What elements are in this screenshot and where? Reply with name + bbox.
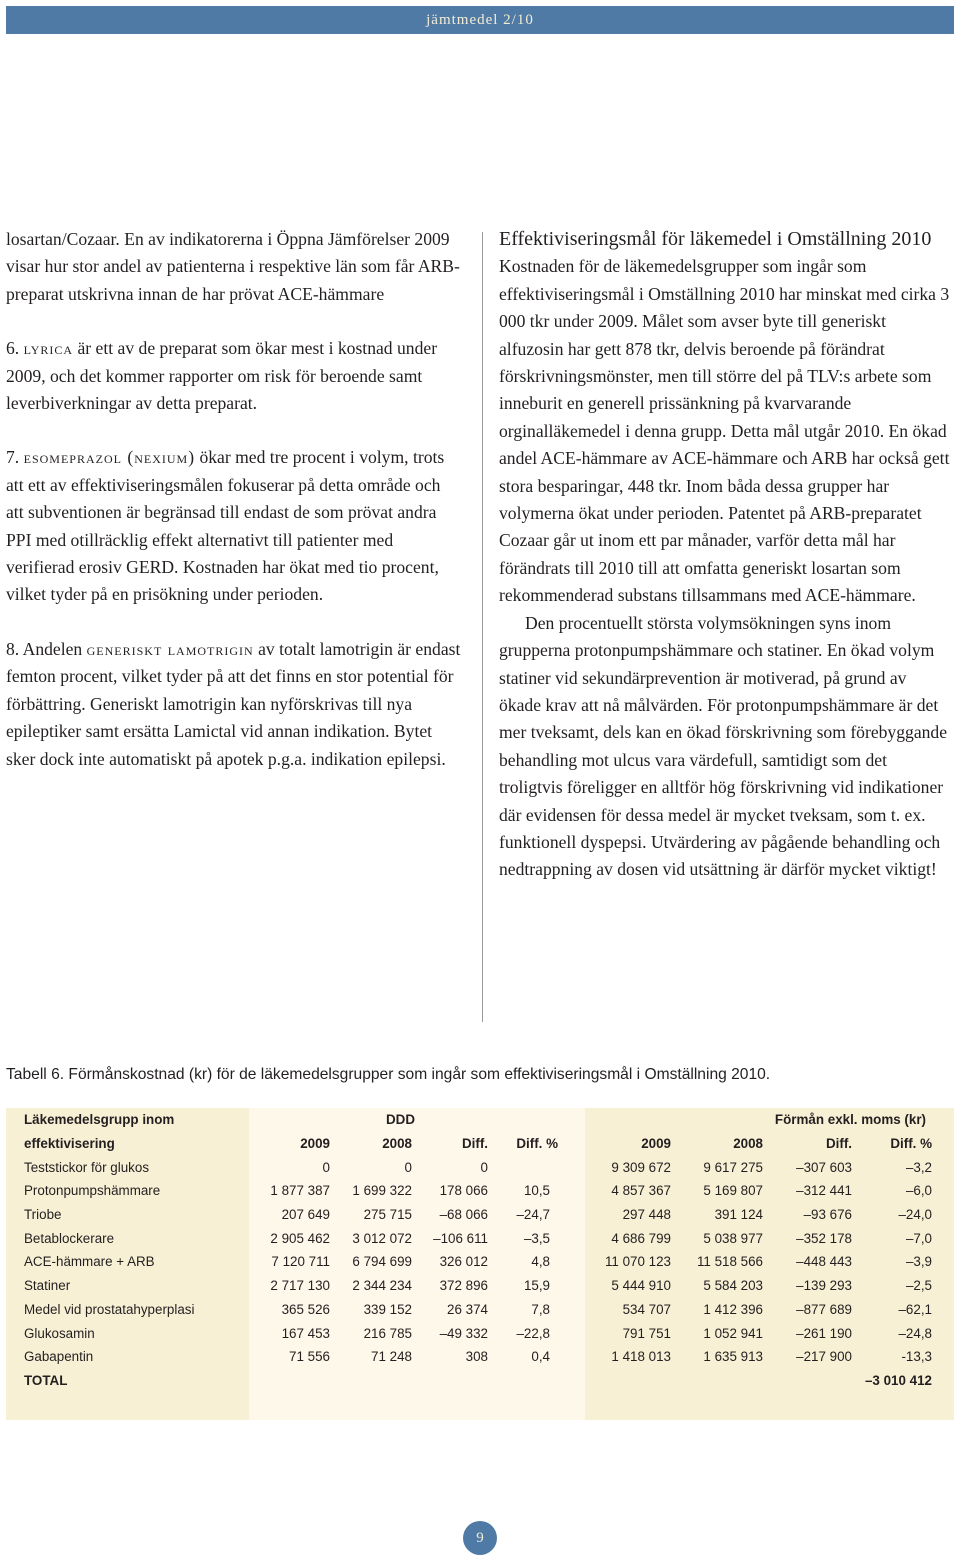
table-row [6, 1321, 954, 1345]
table-cell: 5 584 203 [703, 1278, 763, 1294]
paragraph-text: Andelen [19, 638, 87, 659]
table-cell: 0 [404, 1159, 412, 1175]
table-cell: 0 [322, 1159, 330, 1175]
section-heading: Effektiviseringsmål för läkemedel i Omställning 2010 [499, 228, 932, 250]
table-total-row [6, 1369, 954, 1393]
table-cell: 5 169 807 [703, 1183, 763, 1199]
right-column [499, 226, 951, 884]
table-cell: –68 066 [439, 1207, 488, 1223]
drug-name: esomeprazol (nexium) [23, 447, 196, 468]
col-header: Diff. % [516, 1136, 558, 1152]
table-cell: 207 649 [281, 1207, 330, 1223]
left-paragraph-1: losartan/Cozaar. En av indikatorerna i Öppna Jämförelser 2009 visar hur stor andel av patienterna i respektive län som får ARB-preparat utskrivna innan de har prövat ACE-hämmare [6, 229, 460, 304]
table-cell: –139 293 [796, 1278, 852, 1294]
table-row [6, 1250, 954, 1274]
right-paragraph-2: Den procentuellt största volymsökningen syns inom grupperna protonpumpshämmare och statiner. En ökad volym statiner vid sekundärprevention är motiverad, på grund av ökade krav att nå målvärden. För protonpumpshämmare är det mer tveksamt, dels kan en ökad förskrivning som förebyggande behandling mot ulcus vara värdefull, samtidigt som det troligtvis föreligger en alltför hög förskrivning vid indikationer där evidensen för dessa medel är mycket tveksam, som t. ex. funktionell dyspepsi. Utvärdering av pågående behandling och nedtrappning av dosen vid utsättning är därför mycket viktigt! [499, 612, 948, 880]
row-label: Statiner [24, 1278, 71, 1294]
table-cell: 9 617 275 [703, 1159, 763, 1175]
col-header: 2009 [300, 1136, 330, 1152]
running-header: jämtmedel 2/10 [426, 12, 534, 28]
left-paragraph-3 [6, 444, 462, 608]
drug-name: generiskt lamotrigin [86, 638, 254, 659]
col-header: 2008 [382, 1136, 412, 1152]
table-header-row-1 [6, 1108, 954, 1132]
table-cell: 71 556 [289, 1349, 330, 1365]
table-cell: 326 012 [439, 1254, 488, 1270]
table-cell: 4 686 799 [611, 1230, 671, 1246]
col-header: Diff. % [890, 1136, 932, 1152]
table-cell: 6 794 699 [352, 1254, 412, 1270]
table-cell: –106 611 [433, 1230, 488, 1246]
table-cell: –261 190 [796, 1325, 852, 1341]
col-header: Diff. [461, 1136, 488, 1152]
table-row [6, 1226, 954, 1250]
table-caption: Tabell 6. Förmånskostnad (kr) för de läkemedelsgrupper som ingår som effektiviseringsmål i Omställning 2010. [6, 1066, 771, 1083]
table-cell: 308 [465, 1349, 488, 1365]
column-divider [482, 232, 483, 1022]
left-column [6, 226, 462, 773]
total-label: TOTAL [24, 1372, 68, 1388]
table-cell: –3,2 [905, 1159, 932, 1175]
table-cell: –24,8 [898, 1325, 932, 1341]
table-cell: 26 374 [447, 1301, 488, 1317]
table-cell: –217 900 [796, 1349, 852, 1365]
right-paragraph-1: Kostnaden för de läkemedelsgrupper som ingår som effektiviseringsmål i Omställning 2010 har minskat med cirka 3 000 tkr under 2009. Målet som avser byte till generiskt alfuzosin har gett 878 tkr, delvis beroende på förändrat förskrivningsmönster, men till större del på TLV:s arbete som inneburit en generell prissänkning på kvarvarande orginalläkemedel i denna grupp. Detta mål utgår 2010. En ökad andel ACE-hämmare av ACE-hämmare och ARB har också gett stora besparingar, 448 tkr. Inom båda dessa grupper har volymerna ökat under perioden. Patentet på ARB-preparatet Cozaar går ut inom ett par månader, varför detta mål har förändrats till 2010 till att omfatta generiskt losartan som rekommenderad substans tillsammans med ACE-hämmare. [499, 256, 950, 606]
paragraph-text: är ett av de preparat som ökar mest i kostnad under 2009, och det kommer rapporter om risk för beroende samt leverbiverkningar av detta preparat. [6, 338, 438, 414]
col-header: 2009 [641, 1136, 671, 1152]
table-row [6, 1179, 954, 1203]
item-number: 6. [6, 338, 20, 359]
table-cell: 1 052 941 [703, 1325, 763, 1341]
table-cell: 5 444 910 [611, 1278, 671, 1294]
table-cell: –3,9 [905, 1254, 932, 1270]
table-cell: –352 178 [796, 1230, 852, 1246]
table-cell: 167 453 [281, 1325, 330, 1341]
table-cell: 11 518 566 [696, 1254, 763, 1270]
table-cell: 275 715 [363, 1207, 412, 1223]
table-cell: 0,4 [531, 1349, 550, 1365]
row-label: Protonpumpshämmare [24, 1183, 161, 1199]
table-row [6, 1155, 954, 1179]
table-row [6, 1298, 954, 1322]
table-cell: 5 038 977 [703, 1230, 763, 1246]
table-cell: 391 124 [714, 1207, 763, 1223]
row-label: Triobe [24, 1207, 62, 1223]
table-cell: –93 676 [803, 1207, 852, 1223]
col-header: Diff. [825, 1136, 852, 1152]
table-cell: 365 526 [281, 1301, 330, 1317]
table-cell: 10,5 [523, 1183, 550, 1199]
table-container [6, 1108, 954, 1420]
drug-name: lyrica [23, 338, 74, 359]
table-cell: –3,5 [523, 1230, 550, 1246]
left-paragraph-4 [6, 636, 462, 773]
table-row [6, 1203, 954, 1227]
table-cell: –6,0 [905, 1183, 932, 1199]
table-cell: 339 152 [363, 1301, 412, 1317]
table-cell: 2 344 234 [352, 1278, 412, 1294]
total-value: –3 010 412 [864, 1372, 932, 1388]
page-number-badge: 9 [463, 1521, 497, 1555]
table-cell: 0 [480, 1159, 488, 1175]
table-cell: –62,1 [898, 1301, 932, 1317]
table-cell: 2 905 462 [270, 1230, 330, 1246]
table-cell: –24,7 [516, 1207, 550, 1223]
table-header-row-2 [6, 1132, 954, 1156]
group-header: Läkemedelsgrupp inom [24, 1112, 175, 1128]
table-cell: 372 896 [439, 1278, 488, 1294]
data-table [6, 1108, 954, 1392]
table-cell: –312 441 [796, 1183, 852, 1199]
row-label: Gabapentin [24, 1349, 94, 1365]
table-cell: –448 443 [796, 1254, 852, 1270]
row-label: Betablockerare [24, 1230, 115, 1246]
row-label: Medel vid prostatahyperplasi [24, 1301, 195, 1317]
table-cell: 15,9 [523, 1278, 550, 1294]
table-cell: 1 877 387 [270, 1183, 330, 1199]
header-bar [6, 6, 954, 34]
table-cell: 297 448 [622, 1207, 671, 1223]
paragraph-text: av totalt lamotrigin är endast femton procent, vilket tyder på att det finns en stor potential för förbättring. Generiskt lamotrigin kan nyförskrivas till nya epileptiker samt ersätta Lamictal vid annan indikation. Bytet sker dock inte automatiskt på apotek p.g.a. indikation epilepsi. [6, 638, 461, 769]
table-cell: 1 635 913 [703, 1349, 763, 1365]
table-cell: –7,0 [905, 1230, 932, 1246]
item-number: 7. [6, 447, 20, 468]
row-label: ACE-hämmare + ARB [24, 1254, 155, 1270]
group-header-2: effektivisering [24, 1136, 115, 1152]
table-cell: 791 751 [622, 1325, 671, 1341]
table-cell: 1 418 013 [611, 1349, 671, 1365]
row-label: Glukosamin [24, 1325, 95, 1341]
table-cell: 71 248 [371, 1349, 412, 1365]
table-cell: –49 332 [439, 1325, 488, 1341]
table-cell: 7 120 711 [271, 1254, 330, 1270]
table-cell: 216 785 [363, 1325, 412, 1341]
table-cell: –307 603 [796, 1159, 852, 1175]
item-number: 8. [6, 638, 20, 659]
table-cell: 7,8 [531, 1301, 550, 1317]
table-cell [488, 1155, 558, 1179]
table-cell: 534 707 [622, 1301, 671, 1317]
table-cell: 178 066 [439, 1183, 488, 1199]
table-cell: 11 070 123 [604, 1254, 671, 1270]
table-cell: -13,3 [901, 1349, 932, 1365]
ddd-header: DDD [385, 1112, 415, 1128]
table-cell: 1 412 396 [703, 1301, 763, 1317]
table-cell: –877 689 [796, 1301, 852, 1317]
table-cell: –2,5 [905, 1278, 932, 1294]
row-label: Teststickor för glukos [24, 1159, 150, 1175]
table-row [6, 1274, 954, 1298]
table-cell: 4,8 [531, 1254, 550, 1270]
col-header: 2008 [733, 1136, 763, 1152]
formon-header: Förmån exkl. moms (kr) [774, 1112, 926, 1128]
table-cell: 1 699 322 [352, 1183, 412, 1199]
left-paragraph-2 [6, 335, 462, 417]
paragraph-text: ökar med tre procent i volym, trots att ett av effektiviseringsmålen fokuserar på detta område och att subventionen är begränsad till endast de som prövat andra PPI med otillräcklig effekt alternativt till patienter med verifierad erosiv GERD. Kostnaden har ökat med tio procent, vilket tyder på en prisökning under perioden. [6, 447, 445, 605]
table-cell: 2 717 130 [270, 1278, 330, 1294]
table-cell: 3 012 072 [352, 1230, 412, 1246]
table-cell: –22,8 [516, 1325, 550, 1341]
table-cell: –24,0 [898, 1207, 932, 1223]
table-row [6, 1345, 954, 1369]
table-cell: 9 309 672 [611, 1159, 671, 1175]
table-cell: 4 857 367 [611, 1183, 671, 1199]
